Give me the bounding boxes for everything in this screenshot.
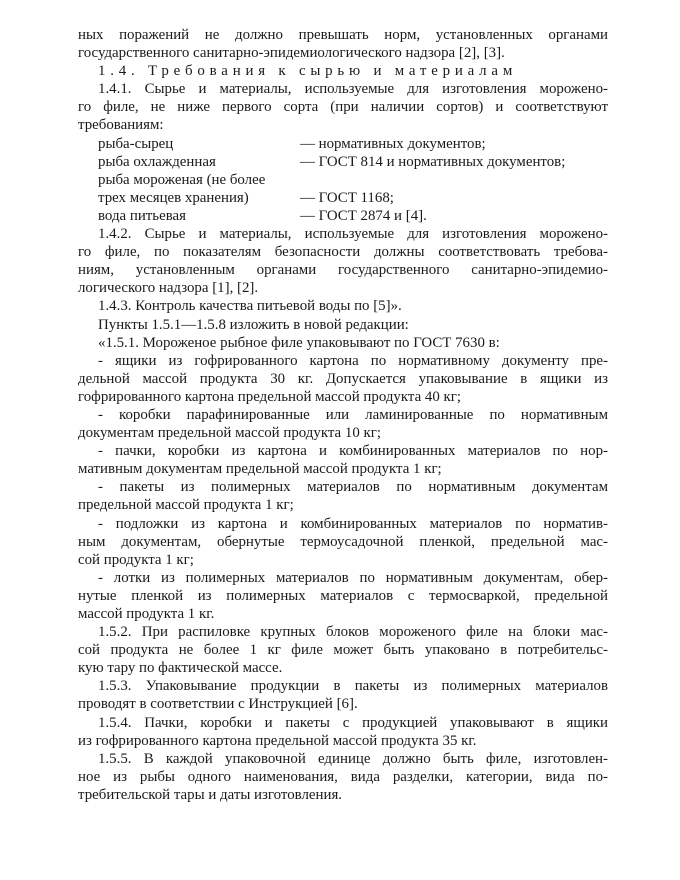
text-line: 1.5.2. При распиловке крупных блоков мороженого филе на блоки мас-: [98, 624, 608, 641]
list-item-line: - коробки парафинированные или ламинированные по нормативным: [98, 406, 608, 423]
text-line: логического надзора [1], [2].: [78, 280, 259, 297]
text-line: государственного санитарно-эпидемиологического надзора [2], [3].: [78, 45, 505, 62]
list-item-line: дельной массой продукта 30 кг. Допускается упаковывание в ящики из: [78, 370, 608, 387]
text-line: ниям, установленным органами государственного санитарно-эпидемио-: [78, 262, 608, 279]
text-line: ных поражений не должно превышать норм, установленных органами: [78, 27, 608, 43]
list-item-line: документам предельной массой продукта 10 кг;: [78, 425, 381, 442]
table-row: [78, 171, 608, 189]
list-item-line: нутые пленкой из полимерных материалов с термосваркой, предельной: [78, 587, 608, 604]
text-line: ное из рыбы одного наименования, вида разделки, категории, вида по-: [78, 768, 608, 785]
text-line: 1.5.5. В каждой упаковочной единице должно быть филе, изготовлен-: [98, 750, 608, 767]
table-row: [78, 153, 608, 171]
list-item-line: массой продукта 1 кг.: [78, 606, 215, 622]
material-requirement: — нормативных документов;: [300, 135, 486, 152]
material-name: вода питьевая: [98, 207, 186, 224]
text-line: «1.5.1. Мороженое рыбное филе упаковывают по ГОСТ 7630 в:: [98, 334, 500, 351]
text-line: требительской тары и даты изготовления.: [78, 786, 343, 803]
text-line: 1.5.4. Пачки, коробки и пакеты с продукцией упаковывают в ящики: [98, 714, 608, 731]
material-name: рыба мороженая (не более: [98, 171, 266, 188]
text-line: сой продукта не более 1 кг филе может быть упаковано в потребительс-: [78, 642, 608, 659]
list-item-line: предельной массой продукта 1 кг;: [78, 497, 294, 514]
document-page: [78, 26, 608, 804]
list-item-line: - пачки, коробки из картона и комбинированных материалов по нор-: [98, 443, 608, 460]
text-line: требованиям:: [78, 117, 164, 134]
material-name: трех месяцев хранения): [98, 189, 249, 206]
material-requirement: — ГОСТ 2874 и [4].: [300, 207, 427, 224]
list-item-line: гофрированного картона предельной массой продукта 40 кг;: [78, 388, 462, 405]
material-requirement: [300, 171, 608, 189]
material-requirement: — ГОСТ 814 и нормативных документов;: [300, 153, 566, 170]
text-line: кую тару по фактической массе.: [78, 660, 283, 677]
list-item-line: мативным документам предельной массой продукта 1 кг;: [78, 461, 442, 478]
list-item-line: - ящики из гофрированного картона по нормативному документу пре-: [98, 352, 608, 369]
material-requirement: — ГОСТ 1168;: [300, 189, 394, 206]
text-line: го филе, по показателям безопасности должны соответствовать требова-: [78, 244, 608, 261]
text-line: Пункты 1.5.1—1.5.8 изложить в новой редакции:: [98, 316, 409, 333]
text-line: 1.5.3. Упаковывание продукции в пакеты из полимерных материалов: [98, 678, 608, 695]
text-line: го филе, не ниже первого сорта (при наличии сортов) и соответствуют: [78, 99, 608, 116]
table-row: [78, 207, 608, 225]
section-heading: 1.4. Требования к сырью и материалам: [98, 63, 518, 80]
text-line: из гофрированного картона предельной массой продукта 35 кг.: [78, 732, 477, 749]
list-item-line: - лотки из полимерных материалов по нормативным документам, обер-: [98, 569, 608, 586]
list-item-line: ным документам, обернутые термоусадочной пленкой, предельной мас-: [78, 533, 608, 550]
text-line: проводят в соответствии с Инструкцией [6].: [78, 696, 358, 713]
list-item-line: - пакеты из полимерных материалов по нормативным документам: [98, 479, 608, 496]
table-row: [78, 189, 608, 207]
material-name: рыба охлажденная: [98, 153, 216, 170]
text-line: 1.4.1. Сырье и материалы, используемые для изготовления морожено-: [98, 81, 608, 98]
table-row: [78, 135, 608, 153]
text-line: 1.4.2. Сырье и материалы, используемые для изготовления морожено-: [98, 226, 608, 243]
material-name: рыба-сырец: [98, 135, 174, 152]
list-item-line: - подложки из картона и комбинированных материалов по норматив-: [98, 515, 608, 532]
list-item-line: сой продукта 1 кг;: [78, 551, 194, 568]
text-line: 1.4.3. Контроль качества питьевой воды по [5]».: [98, 298, 402, 315]
raw-materials-table: [78, 135, 608, 225]
